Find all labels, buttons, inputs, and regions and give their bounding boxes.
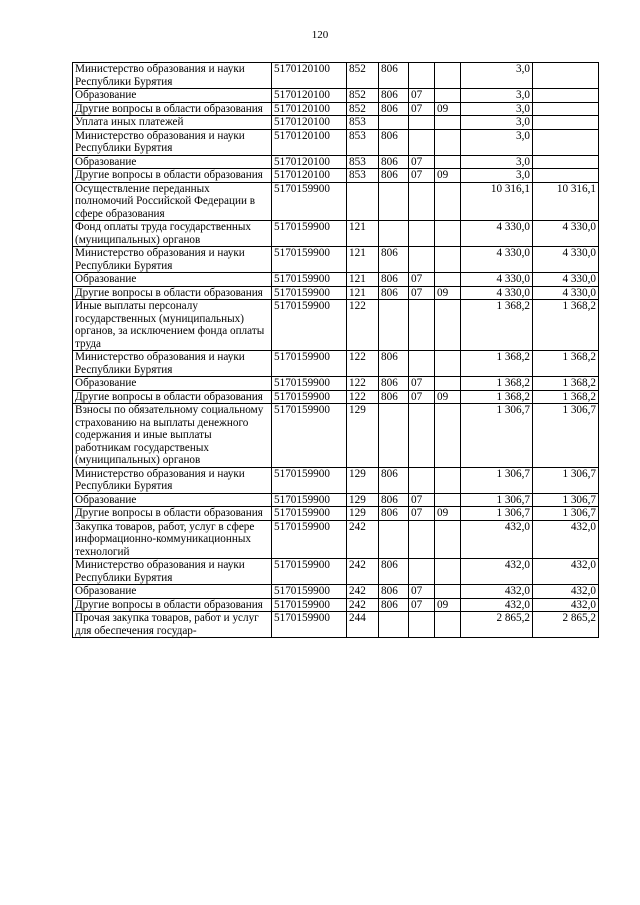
row-name-cell: Образование <box>73 493 272 507</box>
row-name-cell: Министерство образования и науки Республики Бурятия <box>73 63 272 89</box>
section-cell: 07 <box>409 155 435 169</box>
row-name-cell: Образование <box>73 377 272 391</box>
ministry-code-cell <box>379 300 409 351</box>
table-row <box>73 300 599 351</box>
amount-cell: 1 368,2 <box>461 300 533 351</box>
target-article-cell: 5170159900 <box>272 612 347 638</box>
section-cell <box>409 351 435 377</box>
expense-type-cell: 242 <box>347 585 379 599</box>
section-cell: 07 <box>409 585 435 599</box>
target-article-cell: 5170120100 <box>272 129 347 155</box>
table-row <box>73 507 599 521</box>
section-cell <box>409 300 435 351</box>
row-name-cell: Образование <box>73 273 272 287</box>
row-name-cell: Образование <box>73 89 272 103</box>
amount-2-cell: 432,0 <box>533 598 599 612</box>
table-row <box>73 559 599 585</box>
section-cell <box>409 520 435 559</box>
amount-2-cell: 4 330,0 <box>533 247 599 273</box>
amount-2-cell: 432,0 <box>533 520 599 559</box>
expense-type-cell: 122 <box>347 300 379 351</box>
table-row <box>73 116 599 130</box>
section-cell <box>409 116 435 130</box>
amount-cell: 432,0 <box>461 520 533 559</box>
section-cell <box>409 182 435 221</box>
amount-cell: 3,0 <box>461 116 533 130</box>
section-cell <box>409 467 435 493</box>
section-cell <box>409 63 435 89</box>
ministry-code-cell: 806 <box>379 273 409 287</box>
expense-type-cell: 242 <box>347 520 379 559</box>
ministry-code-cell: 806 <box>379 155 409 169</box>
section-cell: 07 <box>409 273 435 287</box>
row-name-cell: Другие вопросы в области образования <box>73 102 272 116</box>
amount-2-cell: 2 865,2 <box>533 612 599 638</box>
target-article-cell: 5170159900 <box>272 390 347 404</box>
amount-2-cell: 4 330,0 <box>533 273 599 287</box>
subsection-cell <box>435 247 461 273</box>
subsection-cell: 09 <box>435 102 461 116</box>
row-name-cell: Министерство образования и науки Республики Бурятия <box>73 467 272 493</box>
subsection-cell: 09 <box>435 507 461 521</box>
subsection-cell <box>435 467 461 493</box>
amount-cell: 4 330,0 <box>461 273 533 287</box>
amount-2-cell <box>533 169 599 183</box>
page-number: 120 <box>311 29 329 41</box>
section-cell <box>409 129 435 155</box>
target-article-cell: 5170159900 <box>272 300 347 351</box>
ministry-code-cell: 806 <box>379 598 409 612</box>
section-cell: 07 <box>409 286 435 300</box>
section-cell: 07 <box>409 89 435 103</box>
section-cell <box>409 559 435 585</box>
amount-2-cell: 1 368,2 <box>533 300 599 351</box>
row-name-cell: Взносы по обязательному социальному страхованию на выплаты денежного содержания и иные выплаты работникам государственых (муниципальных) органов <box>73 404 272 468</box>
table-row <box>73 351 599 377</box>
target-article-cell: 5170159900 <box>272 520 347 559</box>
subsection-cell <box>435 129 461 155</box>
target-article-cell: 5170120100 <box>272 169 347 183</box>
subsection-cell: 09 <box>435 169 461 183</box>
amount-cell: 432,0 <box>461 598 533 612</box>
expense-type-cell: 853 <box>347 155 379 169</box>
section-cell: 07 <box>409 169 435 183</box>
amount-cell: 1 368,2 <box>461 390 533 404</box>
subsection-cell <box>435 377 461 391</box>
expense-type-cell: 853 <box>347 169 379 183</box>
expense-type-cell: 852 <box>347 102 379 116</box>
table-row <box>73 221 599 247</box>
subsection-cell <box>435 585 461 599</box>
table-row <box>73 493 599 507</box>
amount-cell: 2 865,2 <box>461 612 533 638</box>
table-row <box>73 169 599 183</box>
ministry-code-cell: 806 <box>379 507 409 521</box>
section-cell <box>409 221 435 247</box>
subsection-cell <box>435 520 461 559</box>
expense-type-cell: 129 <box>347 404 379 468</box>
expense-type-cell: 122 <box>347 377 379 391</box>
amount-cell: 432,0 <box>461 559 533 585</box>
table-row <box>73 585 599 599</box>
ministry-code-cell: 806 <box>379 63 409 89</box>
row-name-cell: Министерство образования и науки Республики Бурятия <box>73 559 272 585</box>
amount-2-cell <box>533 129 599 155</box>
subsection-cell <box>435 612 461 638</box>
subsection-cell <box>435 493 461 507</box>
subsection-cell: 09 <box>435 598 461 612</box>
subsection-cell <box>435 221 461 247</box>
amount-2-cell: 432,0 <box>533 585 599 599</box>
amount-cell: 1 306,7 <box>461 467 533 493</box>
ministry-code-cell: 806 <box>379 493 409 507</box>
ministry-code-cell: 806 <box>379 169 409 183</box>
expense-type-cell: 129 <box>347 507 379 521</box>
target-article-cell: 5170159900 <box>272 286 347 300</box>
amount-cell: 1 306,7 <box>461 507 533 521</box>
ministry-code-cell: 806 <box>379 351 409 377</box>
table-row <box>73 129 599 155</box>
row-name-cell: Другие вопросы в области образования <box>73 390 272 404</box>
target-article-cell: 5170159900 <box>272 507 347 521</box>
section-cell: 07 <box>409 493 435 507</box>
amount-2-cell <box>533 155 599 169</box>
row-name-cell: Министерство образования и науки Республики Бурятия <box>73 247 272 273</box>
subsection-cell <box>435 182 461 221</box>
target-article-cell: 5170120100 <box>272 155 347 169</box>
table-row <box>73 404 599 468</box>
expense-type-cell: 853 <box>347 116 379 130</box>
amount-2-cell: 1 368,2 <box>533 390 599 404</box>
ministry-code-cell <box>379 612 409 638</box>
amount-cell: 3,0 <box>461 89 533 103</box>
row-name-cell: Министерство образования и науки Республики Бурятия <box>73 351 272 377</box>
target-article-cell: 5170120100 <box>272 116 347 130</box>
table-row <box>73 247 599 273</box>
section-cell: 07 <box>409 507 435 521</box>
target-article-cell: 5170159900 <box>272 404 347 468</box>
subsection-cell <box>435 300 461 351</box>
row-name-cell: Министерство образования и науки Республики Бурятия <box>73 129 272 155</box>
amount-2-cell: 1 368,2 <box>533 377 599 391</box>
table-row <box>73 377 599 391</box>
amount-cell: 1 368,2 <box>461 377 533 391</box>
amount-2-cell <box>533 63 599 89</box>
ministry-code-cell <box>379 404 409 468</box>
target-article-cell: 5170120100 <box>272 102 347 116</box>
row-name-cell: Другие вопросы в области образования <box>73 286 272 300</box>
table-row <box>73 182 599 221</box>
expense-type-cell: 244 <box>347 612 379 638</box>
target-article-cell: 5170159900 <box>272 559 347 585</box>
amount-cell: 10 316,1 <box>461 182 533 221</box>
expense-type-cell: 852 <box>347 63 379 89</box>
row-name-cell: Прочая закупка товаров, работ и услуг для обеспечения государ- <box>73 612 272 638</box>
target-article-cell: 5170120100 <box>272 63 347 89</box>
subsection-cell <box>435 89 461 103</box>
table-row <box>73 286 599 300</box>
table-row <box>73 612 599 638</box>
target-article-cell: 5170159900 <box>272 493 347 507</box>
amount-2-cell: 1 306,7 <box>533 493 599 507</box>
amount-cell: 3,0 <box>461 169 533 183</box>
target-article-cell: 5170159900 <box>272 273 347 287</box>
amount-cell: 3,0 <box>461 129 533 155</box>
ministry-code-cell: 806 <box>379 102 409 116</box>
expense-type-cell: 129 <box>347 493 379 507</box>
table-row <box>73 520 599 559</box>
ministry-code-cell: 806 <box>379 377 409 391</box>
row-name-cell: Закупка товаров, работ, услуг в сфере информационно-коммуникационных технологий <box>73 520 272 559</box>
row-name-cell: Уплата иных платежей <box>73 116 272 130</box>
row-name-cell: Другие вопросы в области образования <box>73 169 272 183</box>
ministry-code-cell: 806 <box>379 286 409 300</box>
amount-cell: 3,0 <box>461 155 533 169</box>
expense-type-cell <box>347 182 379 221</box>
target-article-cell: 5170159900 <box>272 247 347 273</box>
target-article-cell: 5170159900 <box>272 467 347 493</box>
amount-2-cell: 4 330,0 <box>533 221 599 247</box>
expense-type-cell: 122 <box>347 351 379 377</box>
budget-table <box>72 62 599 638</box>
expense-type-cell: 852 <box>347 89 379 103</box>
amount-cell: 4 330,0 <box>461 221 533 247</box>
target-article-cell: 5170159900 <box>272 221 347 247</box>
amount-cell: 3,0 <box>461 63 533 89</box>
expense-type-cell: 242 <box>347 559 379 585</box>
subsection-cell <box>435 351 461 377</box>
ministry-code-cell: 806 <box>379 559 409 585</box>
ministry-code-cell: 806 <box>379 89 409 103</box>
expense-type-cell: 121 <box>347 273 379 287</box>
amount-cell: 1 368,2 <box>461 351 533 377</box>
amount-cell: 1 306,7 <box>461 404 533 468</box>
subsection-cell: 09 <box>435 286 461 300</box>
row-name-cell: Осуществление переданных полномочий Российской Федерации в сфере образования <box>73 182 272 221</box>
ministry-code-cell <box>379 116 409 130</box>
section-cell <box>409 612 435 638</box>
table-row <box>73 155 599 169</box>
amount-cell: 1 306,7 <box>461 493 533 507</box>
amount-2-cell: 1 306,7 <box>533 467 599 493</box>
ministry-code-cell: 806 <box>379 585 409 599</box>
row-name-cell: Другие вопросы в области образования <box>73 507 272 521</box>
row-name-cell: Фонд оплаты труда государственных (муниципальных) органов <box>73 221 272 247</box>
target-article-cell: 5170159900 <box>272 598 347 612</box>
expense-type-cell: 121 <box>347 221 379 247</box>
amount-cell: 432,0 <box>461 585 533 599</box>
table-row <box>73 273 599 287</box>
target-article-cell: 5170159900 <box>272 585 347 599</box>
subsection-cell <box>435 116 461 130</box>
expense-type-cell: 129 <box>347 467 379 493</box>
ministry-code-cell <box>379 182 409 221</box>
expense-type-cell: 853 <box>347 129 379 155</box>
table-row <box>73 63 599 89</box>
section-cell <box>409 247 435 273</box>
section-cell: 07 <box>409 598 435 612</box>
amount-2-cell <box>533 116 599 130</box>
ministry-code-cell: 806 <box>379 467 409 493</box>
table-row <box>73 598 599 612</box>
amount-2-cell <box>533 89 599 103</box>
ministry-code-cell <box>379 221 409 247</box>
section-cell: 07 <box>409 390 435 404</box>
ministry-code-cell: 806 <box>379 129 409 155</box>
expense-type-cell: 121 <box>347 286 379 300</box>
subsection-cell: 09 <box>435 390 461 404</box>
table-row <box>73 89 599 103</box>
amount-2-cell: 1 306,7 <box>533 507 599 521</box>
table-row <box>73 102 599 116</box>
expense-type-cell: 242 <box>347 598 379 612</box>
row-name-cell: Образование <box>73 585 272 599</box>
subsection-cell <box>435 559 461 585</box>
table-row <box>73 390 599 404</box>
subsection-cell <box>435 63 461 89</box>
table-row <box>73 467 599 493</box>
amount-2-cell: 432,0 <box>533 559 599 585</box>
ministry-code-cell <box>379 520 409 559</box>
expense-type-cell: 122 <box>347 390 379 404</box>
ministry-code-cell: 806 <box>379 247 409 273</box>
amount-2-cell: 1 306,7 <box>533 404 599 468</box>
section-cell <box>409 404 435 468</box>
row-name-cell: Другие вопросы в области образования <box>73 598 272 612</box>
target-article-cell: 5170120100 <box>272 89 347 103</box>
target-article-cell: 5170159900 <box>272 182 347 221</box>
target-article-cell: 5170159900 <box>272 377 347 391</box>
amount-2-cell: 4 330,0 <box>533 286 599 300</box>
amount-cell: 4 330,0 <box>461 286 533 300</box>
amount-cell: 4 330,0 <box>461 247 533 273</box>
row-name-cell: Иные выплаты персоналу государственных (муниципальных) органов, за исключением фонда оплаты труда <box>73 300 272 351</box>
subsection-cell <box>435 273 461 287</box>
amount-2-cell <box>533 102 599 116</box>
expense-type-cell: 121 <box>347 247 379 273</box>
target-article-cell: 5170159900 <box>272 351 347 377</box>
amount-2-cell: 1 368,2 <box>533 351 599 377</box>
amount-2-cell: 10 316,1 <box>533 182 599 221</box>
amount-cell: 3,0 <box>461 102 533 116</box>
section-cell: 07 <box>409 102 435 116</box>
section-cell: 07 <box>409 377 435 391</box>
subsection-cell <box>435 155 461 169</box>
row-name-cell: Образование <box>73 155 272 169</box>
ministry-code-cell: 806 <box>379 390 409 404</box>
subsection-cell <box>435 404 461 468</box>
